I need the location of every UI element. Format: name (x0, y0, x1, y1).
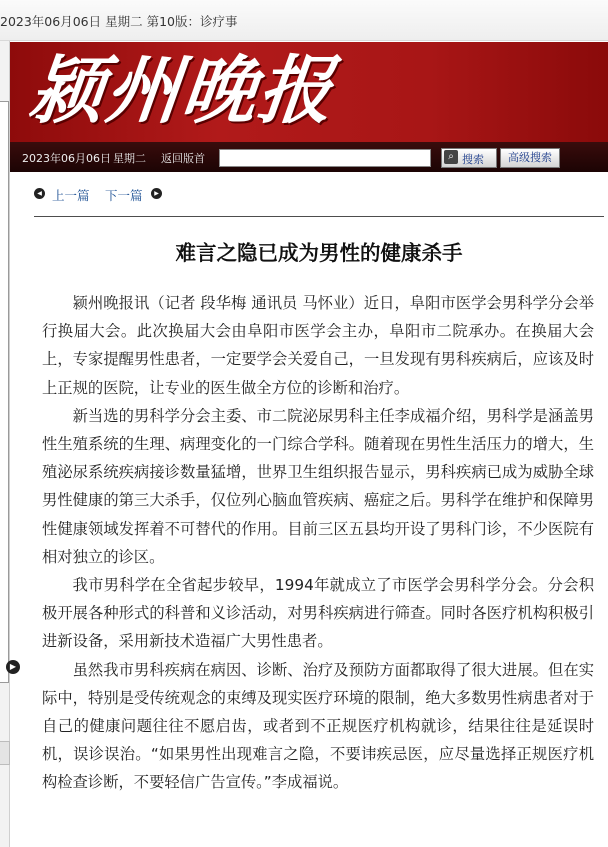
top-info-bar (0, 0, 608, 41)
newspaper-banner (10, 42, 608, 142)
header-divider (34, 216, 604, 217)
article-body (42, 289, 594, 797)
article-paragraph: 虽然我市男科疾病在病因、诊断、治疗及预防方面都取得了很大进展。但在实际中，特别是受传统观念的束缚及现实医疗环境的限制，绝大多数男性病患者对于自己的健康问题往往不愿启齿，或者到不正规医疗机构就诊，结果往往是延误时机，误诊误治。“如果男性出现难言之隐，不要讳疾忌医，应尽量选择正规医疗机构检查诊断，不要轻信广告宣传。”李成福说。 (42, 660, 594, 792)
search-button-label: 搜索 (462, 153, 484, 166)
nav-date: 2023年06月06日 (22, 152, 111, 165)
circle-right-arrow-icon[interactable]: ▶ (151, 188, 162, 199)
side-next-arrow-icon[interactable]: ▶ (6, 660, 20, 674)
previous-article-link[interactable]: 上一篇 (52, 188, 90, 203)
left-page-thumbnail-frame[interactable] (0, 101, 9, 683)
article-title: 难言之隐已成为男性的健康杀手 (175, 241, 463, 265)
navigation-bar (10, 142, 608, 172)
edition-info: 2023年06月06日 星期二 第10版：诊疗事 (0, 14, 238, 29)
newspaper-masthead-logo: 颍州晚报 (25, 48, 339, 134)
article-paragraph: 我市男科学在全省起步较早，1994年就成立了市医学会男科学分会。分会积极开展各种形式的科普和义诊活动，对男科疾病进行筛查。同时各医疗机构积极引进新设备，采用新技术造福广大男性患者。 (42, 576, 594, 651)
article-paragraph: 颍州晚报讯（记者 段华梅 通讯员 马怀业）近日，阜阳市医学会男科学分会举行换届大会。此次换届大会由阜阳市医学会主办，阜阳市二院承办。在换届大会上，专家提醒男性患者，一定要学会关爱自己，一旦发现有男科疾病后，应该及时上正规的医院，让专业的医生做全方位的诊断和治疗。 (42, 294, 594, 397)
next-article-link[interactable]: 下一篇 (105, 188, 143, 203)
left-panel-tab[interactable] (0, 741, 10, 765)
advanced-search-button[interactable]: 高级搜索 (500, 148, 560, 168)
circle-left-arrow-icon[interactable]: ◀ (34, 188, 45, 199)
return-to-front-page-link[interactable]: 返回版首 (161, 152, 205, 165)
search-button[interactable] (441, 148, 497, 168)
left-side-panel (0, 41, 10, 847)
nav-weekday: 星期二 (113, 152, 146, 165)
magnifier-icon: ⌕ (444, 150, 458, 164)
search-input[interactable] (219, 149, 431, 167)
article-paragraph: 新当选的男科学分会主委、市二院泌尿男科主任李成福介绍，男科学是涵盖男性生殖系统的生理、病理变化的一门综合学科。随着现在男性生活压力的增大，生殖泌尿系统疾病接诊数量猛增，世界卫生组织报告显示，男科疾病已成为威胁全球男性健康的第三大杀手，仅位列心脑血管疾病、癌症之后。男科学在维护和保障男性健康领域发挥着不可替代的作用。目前三区五县均开设了男科门诊，不少医院有相对独立的诊区。 (42, 406, 594, 566)
